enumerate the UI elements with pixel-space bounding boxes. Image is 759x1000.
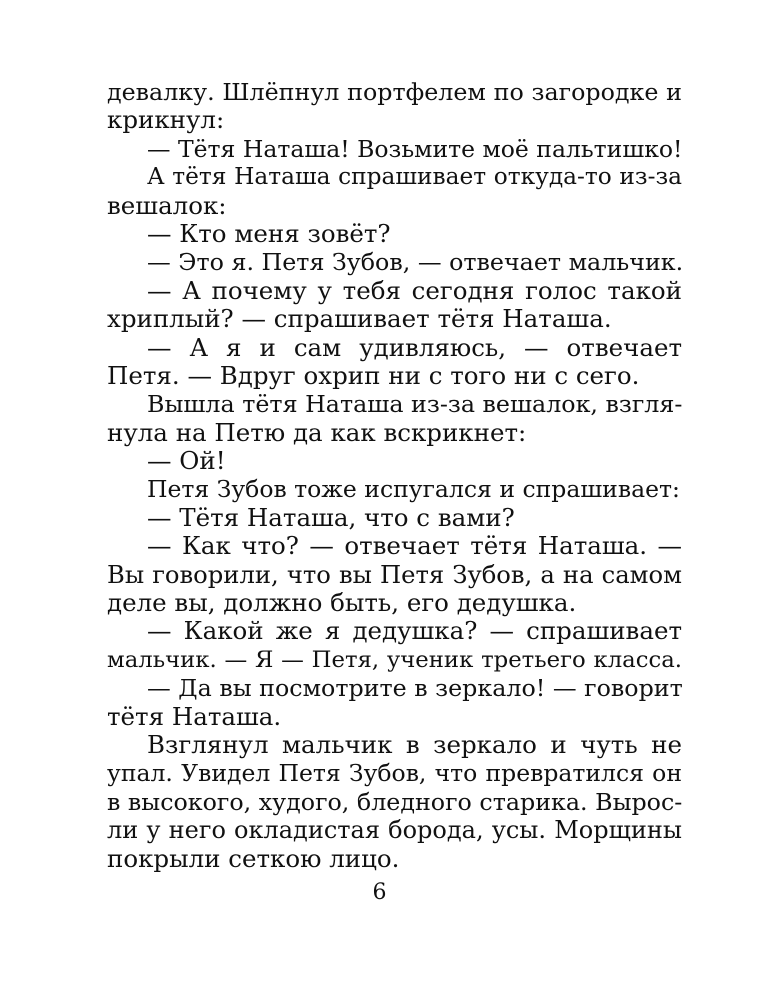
text-line: — Ой! [147, 446, 226, 476]
text-line: — А почему у тебя сегодня голос такой [147, 275, 682, 305]
text-line: тётя Наташа. [107, 701, 282, 731]
text-line: — Это я. Петя Зубов, — отвечает мальчик. [147, 248, 684, 277]
text-line: Петя. — Вдруг охрип ни с того ни с сего. [107, 360, 640, 390]
text-line: — Да вы посмотрите в зеркало! — говорит [147, 674, 683, 703]
text-line: — Как что? — отвечает тётя Наташа. — [147, 531, 682, 561]
text-line: хриплый? — спрашивает тётя Наташа. [107, 304, 612, 334]
text-line: покрыли сеткою лицо. [107, 843, 400, 873]
page-body [107, 78, 682, 873]
text-line: Петя Зубов тоже испугался и спрашивает: [147, 475, 680, 504]
text-line: нула на Петю да как вскрикнет: [107, 417, 527, 447]
text-line: крикнул: [107, 105, 225, 135]
text-line: мальчик. — Я — Петя, ученик третьего класса. [107, 646, 682, 673]
text-line: — Какой же я дедушка? — спрашивает [147, 616, 682, 646]
text-line: Вы говорили, что вы Петя Зубов, а на самом [107, 559, 682, 589]
text-line: — Тётя Наташа! Возьмите моё пальтишко! [147, 134, 683, 163]
text-line: Вышла тётя Наташа из-за вешалок, взгля- [147, 390, 683, 419]
text-line: упал. Увидел Петя Зубов, что превратился он [107, 759, 682, 788]
text-line: — Кто меня зовёт? [147, 218, 391, 248]
text-line: Взглянул мальчик в зеркало и чуть не [147, 729, 682, 759]
text-line: в высокого, худого, бледного старика. Вырос- [107, 787, 683, 816]
text-line: ли у него окладистая борода, усы. Морщины [107, 816, 682, 845]
text-line: А тётя Наташа спрашивает откуда-то из-за [147, 163, 682, 191]
text-line: деле вы, должно быть, его дедушка. [107, 588, 577, 618]
text-line: девалку. Шлёпнул портфелем по загородке и [107, 78, 682, 106]
text-line: вешалок: [107, 190, 227, 220]
text-line: — А я и сам удивляюсь, — отвечает [147, 332, 682, 362]
text-line: — Тётя Наташа, что с вами? [147, 502, 515, 532]
page-number: 6 [372, 880, 387, 905]
